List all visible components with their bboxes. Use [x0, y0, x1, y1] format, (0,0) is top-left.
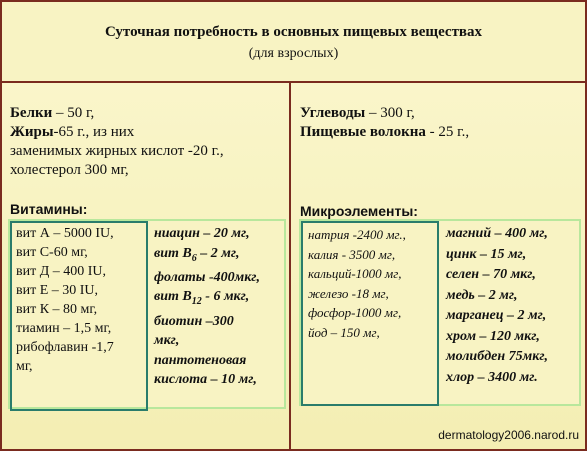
zhiry-label: Жиры: [10, 124, 54, 140]
list-item: селен – 70 мкг,: [446, 267, 536, 282]
page-title: Суточная потребность в основных пищевых веществах: [104, 24, 483, 40]
belki-line: [10, 104, 94, 122]
micro-title: Микроэлементы:: [300, 203, 418, 219]
b12-sub: 12: [191, 296, 202, 308]
volokna-value: - 25 г.,: [425, 124, 470, 140]
list-item: вит К – 80 мг,: [16, 302, 98, 317]
volokna-label: Пищевые волокна: [300, 124, 426, 140]
list-item: железо -18 мг,: [308, 285, 389, 301]
list-item: ниацин – 20 мг,: [154, 226, 250, 241]
list-item: магний – 400 мг,: [446, 226, 548, 241]
list-item: рибофлавин -1,7: [16, 340, 114, 355]
list-item: натрия -2400 мг.,: [308, 227, 406, 242]
b12-suffix: - 6 мкг,: [201, 289, 250, 305]
list-item: вит Д – 400 IU,: [16, 264, 107, 279]
list-item: медь – 2 мг,: [446, 287, 518, 303]
list-item: вит С-60 мг,: [16, 245, 88, 260]
list-item: [154, 244, 260, 268]
fatty-acids-line: заменимых жирных кислот -20 г.,: [10, 143, 224, 159]
list-item: [154, 287, 260, 311]
list-item: биотин –300: [154, 313, 234, 329]
uglevody-label: Углеводы: [300, 105, 366, 121]
belki-label: Белки: [10, 105, 53, 121]
list-item: кальций-1000 мг,: [308, 266, 402, 281]
list-item: калия - 3500 мг,: [308, 246, 396, 262]
list-item: тиамин – 1,5 мг,: [16, 321, 112, 336]
list-item: мкг,: [154, 333, 180, 349]
b6-sub: 6: [191, 252, 197, 264]
list-item: вит Е – 30 IU,: [16, 283, 99, 298]
cholesterol-line: холестерол 300 мг,: [10, 162, 129, 178]
vitamins-left-list: [16, 224, 114, 376]
zhiry-value: -65 г., из них: [53, 124, 135, 140]
b12-prefix: вит В: [154, 289, 192, 305]
uglevody-line: [300, 104, 415, 122]
list-item: цинк – 15 мг,: [446, 246, 527, 262]
list-item: фосфор-1000 мг,: [308, 305, 402, 320]
header: [2, 2, 585, 83]
vitamins-right-list: [154, 224, 260, 390]
list-item: фолаты -400мкг,: [154, 269, 260, 285]
zhiry-line: [10, 123, 134, 141]
list-item: хлор – 3400 мг.: [446, 369, 538, 385]
page-subtitle: (для взрослых): [248, 46, 339, 61]
list-item: йод – 150 мг,: [308, 324, 380, 340]
volokna-line: [300, 123, 469, 141]
list-item: марганец – 2 мг,: [446, 308, 547, 323]
micro-right-list: [446, 224, 548, 388]
b6-suffix: – 2 мг,: [196, 245, 240, 261]
footer-url: dermatology2006.narod.ru: [438, 428, 579, 442]
belki-value: – 50 г,: [52, 105, 95, 121]
list-item: кислота – 10 мг,: [154, 372, 257, 388]
list-item: хром – 120 мкг,: [446, 328, 540, 344]
b6-prefix: вит В: [154, 245, 192, 261]
list-item: пантотеновая: [154, 352, 247, 368]
vitamins-title: Витамины:: [10, 201, 88, 217]
list-item: молибден 75мкг,: [446, 349, 548, 364]
list-item: вит А – 5000 IU,: [16, 226, 114, 241]
column-divider: [289, 83, 291, 449]
uglevody-value: – 300 г,: [365, 105, 415, 121]
micro-left-list: [308, 225, 406, 342]
list-item: мг,: [16, 359, 33, 374]
